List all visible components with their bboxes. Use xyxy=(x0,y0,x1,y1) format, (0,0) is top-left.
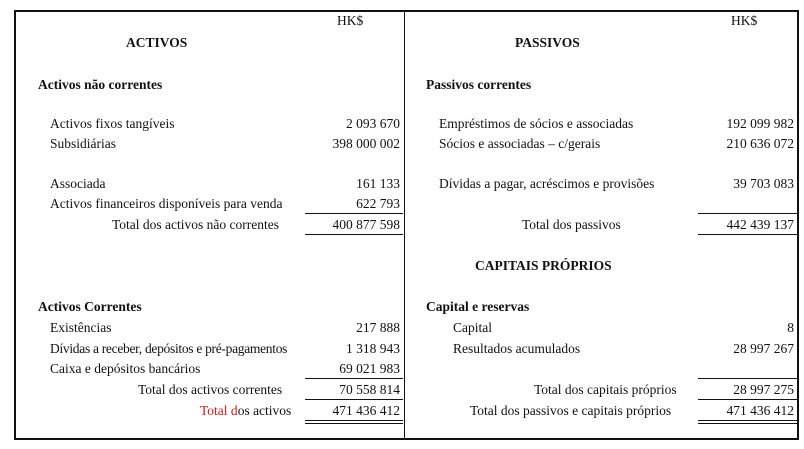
current-total-value: 70 558 814 xyxy=(339,382,400,397)
liability-value: 192 099 982 xyxy=(726,116,794,131)
liabilities-currency-label: HK$ xyxy=(731,13,758,28)
liability-label: Sócios e associadas – c/gerais xyxy=(439,136,601,151)
asset-label: Subsidiárias xyxy=(50,136,116,151)
equity-label: Resultados acumulados xyxy=(453,341,581,356)
current-liabilities-heading: Passivos correntes xyxy=(426,77,532,92)
liabilities-total-label: Total dos passivos xyxy=(522,217,621,232)
double-rule-top xyxy=(698,420,797,421)
asset-value: 69 021 983 xyxy=(339,361,400,376)
liabilities-total-value: 442 439 137 xyxy=(726,217,794,232)
equity-value: 28 997 267 xyxy=(733,341,794,356)
asset-label: Activos fixos tangíveis xyxy=(50,116,175,131)
column-divider xyxy=(404,10,405,440)
current-total-label: Total dos activos correntes xyxy=(138,382,283,397)
subtotal-rule xyxy=(305,378,403,379)
asset-value: 217 888 xyxy=(356,320,400,335)
total-assets-label-rest: os activos xyxy=(237,403,292,418)
noncurrent-total-value: 400 877 598 xyxy=(332,217,400,232)
grand-total-value: 471 436 412 xyxy=(726,403,794,418)
total-assets-value: 471 436 412 xyxy=(332,403,400,418)
total-assets-label-highlight: Total d xyxy=(200,403,238,418)
equity-label: Capital xyxy=(453,320,492,335)
noncurrent-total-label: Total dos activos não correntes xyxy=(112,217,280,232)
asset-value: 1 318 943 xyxy=(346,341,400,356)
asset-label: Activos financeiros disponíveis para venda xyxy=(50,196,283,211)
liabilities-heading: PASSIVOS xyxy=(515,35,580,50)
equity-value: 8 xyxy=(787,320,794,335)
subtotal-rule xyxy=(698,378,797,379)
subtotal-rule xyxy=(305,399,403,400)
equity-heading: CAPITAIS PRÓPRIOS xyxy=(475,258,612,273)
asset-label: Existências xyxy=(50,320,112,335)
equity-total-value: 28 997 275 xyxy=(733,382,794,397)
liability-label: Dívidas a pagar, acréscimos e provisões xyxy=(439,176,655,191)
double-rule-bottom xyxy=(305,423,403,424)
asset-label: Caixa e depósitos bancários xyxy=(50,361,201,376)
grand-total-label: Total dos passivos e capitais próprios xyxy=(470,403,672,418)
double-rule-top xyxy=(305,420,403,421)
total-rule xyxy=(698,234,797,235)
liability-value: 210 636 072 xyxy=(726,136,794,151)
total-assets-label xyxy=(200,403,291,419)
double-rule-bottom xyxy=(698,423,797,424)
asset-value: 622 793 xyxy=(356,196,400,211)
subtotal-rule xyxy=(305,213,403,214)
total-rule xyxy=(305,234,403,235)
noncurrent-assets-heading: Activos não correntes xyxy=(38,77,163,92)
asset-value: 161 133 xyxy=(356,176,400,191)
equity-total-label: Total dos capitais próprios xyxy=(534,382,677,397)
subtotal-rule xyxy=(698,213,797,214)
asset-value: 2 093 670 xyxy=(346,116,400,131)
asset-label: Associada xyxy=(50,176,106,191)
current-assets-heading: Activos Correntes xyxy=(38,299,142,314)
assets-currency-label: HK$ xyxy=(337,13,364,28)
subtotal-rule xyxy=(698,399,797,400)
asset-value: 398 000 002 xyxy=(332,136,400,151)
asset-label: Dívidas a receber, depósitos e pré-pagamentos xyxy=(50,341,288,356)
liability-label: Empréstimos de sócios e associadas xyxy=(439,116,634,131)
capital-reserves-heading: Capital e reservas xyxy=(426,299,530,314)
liability-value: 39 703 083 xyxy=(733,176,794,191)
assets-heading: ACTIVOS xyxy=(126,35,188,50)
